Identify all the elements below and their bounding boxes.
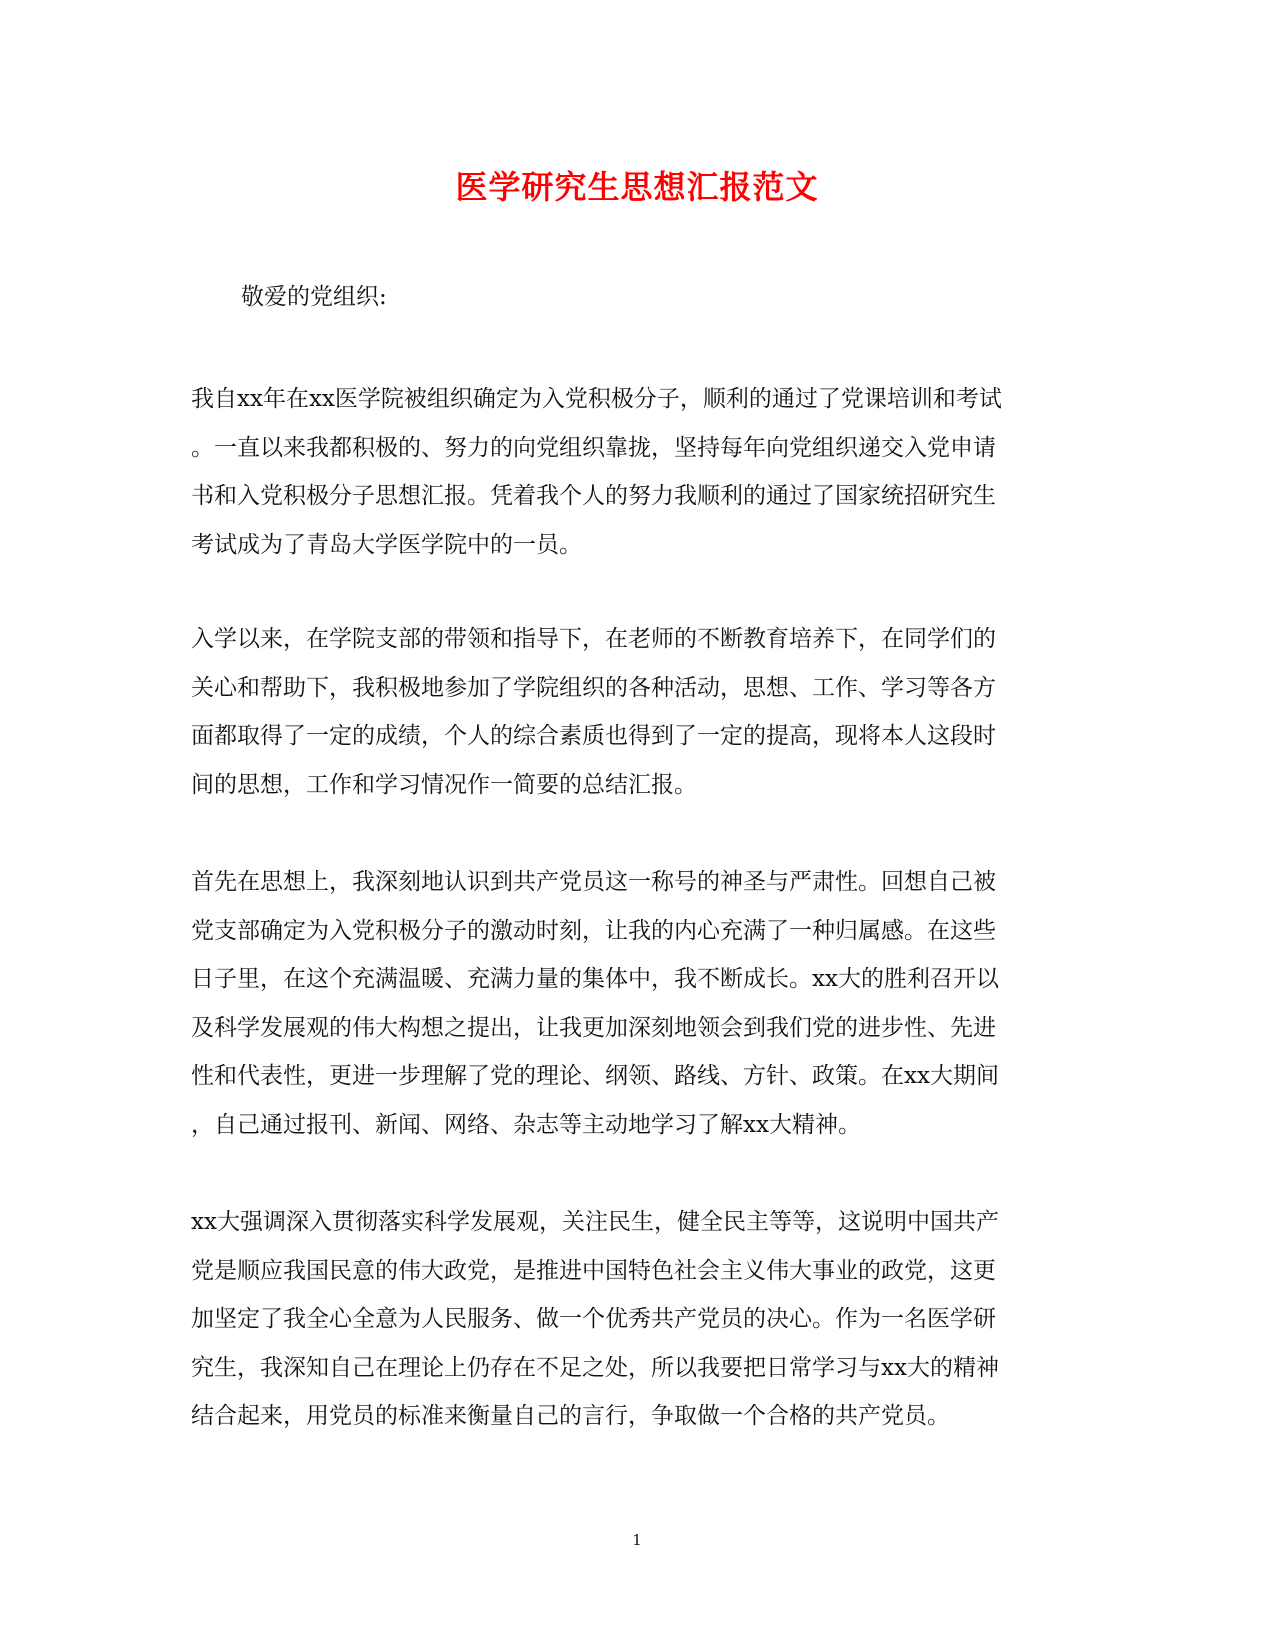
paragraph-line: 党支部确定为入党积极分子的激动时刻，让我的内心充满了一种归属感。在这些	[191, 917, 996, 944]
paragraph-line: 日子里，在这个充满温暖、充满力量的集体中，我不断成长。xx大的胜利召开以	[191, 966, 999, 992]
paragraph-line: 面都取得了一定的成绩，个人的综合素质也得到了一定的提高，现将本人这段时	[191, 723, 996, 749]
paragraph-line: 我自xx年在xx医学院被组织确定为入党积极分子，顺利的通过了党课培训和考试	[191, 386, 1002, 412]
paragraph-line: 结合起来，用党员的标准来衡量自己的言行，争取做一个合格的共产党员。	[191, 1403, 950, 1429]
paragraph-line: 关心和帮助下，我积极地参加了学院组织的各种活动，思想、工作、学习等各方	[191, 674, 996, 701]
paragraph-line: 究生，我深知自己在理论上仍存在不足之处，所以我要把日常学习与xx大的精神	[191, 1354, 999, 1381]
paragraph-line: xx大强调深入贯彻落实科学发展观，关注民生，健全民主等等，这说明中国共产	[191, 1209, 999, 1235]
salutation: 敬爱的党组织:	[241, 284, 387, 310]
paragraph-line: 考试成为了青岛大学医学院中的一员。	[191, 531, 582, 558]
paragraph-line: 及科学发展观的伟大构想之提出，让我更加深刻地领会到我们党的进步性、先进	[191, 1014, 996, 1041]
paragraph-line: 。一直以来我都积极的、努力的向党组织靠拢，坚持每年向党组织递交入党申请	[191, 434, 996, 461]
paragraph-4	[191, 1198, 1071, 1441]
paragraph-line: 党是顺应我国民意的伟大政党，是推进中国特色社会主义伟大事业的政党，这更	[191, 1257, 996, 1284]
paragraph-line: 间的思想，工作和学习情况作一简要的总结汇报。	[191, 771, 697, 798]
paragraph-line: 入学以来，在学院支部的带领和指导下，在老师的不断教育培养下，在同学们的	[191, 626, 996, 652]
paragraph-line: 加坚定了我全心全意为人民服务、做一个优秀共产党员的决心。作为一名医学研	[191, 1306, 996, 1332]
paragraph-line: 首先在思想上，我深刻地认识到共产党员这一称号的神圣与严肃性。回想自己被	[191, 869, 996, 895]
paragraph-line: 书和入党积极分子思想汇报。凭着我个人的努力我顺利的通过了国家统招研究生	[191, 483, 996, 509]
paragraph-1	[191, 375, 1071, 569]
paragraph-line: 性和代表性，更进一步理解了党的理论、纲领、路线、方针、政策。在xx大期间	[191, 1063, 999, 1089]
page-number: 1	[632, 1531, 642, 1549]
paragraph-line: ，自己通过报刊、新闻、网络、杂志等主动地学习了解xx大精神。	[191, 1111, 861, 1138]
paragraph-3	[191, 858, 1071, 1149]
document-title: 医学研究生思想汇报范文	[455, 168, 819, 206]
paragraph-2	[191, 615, 1071, 809]
